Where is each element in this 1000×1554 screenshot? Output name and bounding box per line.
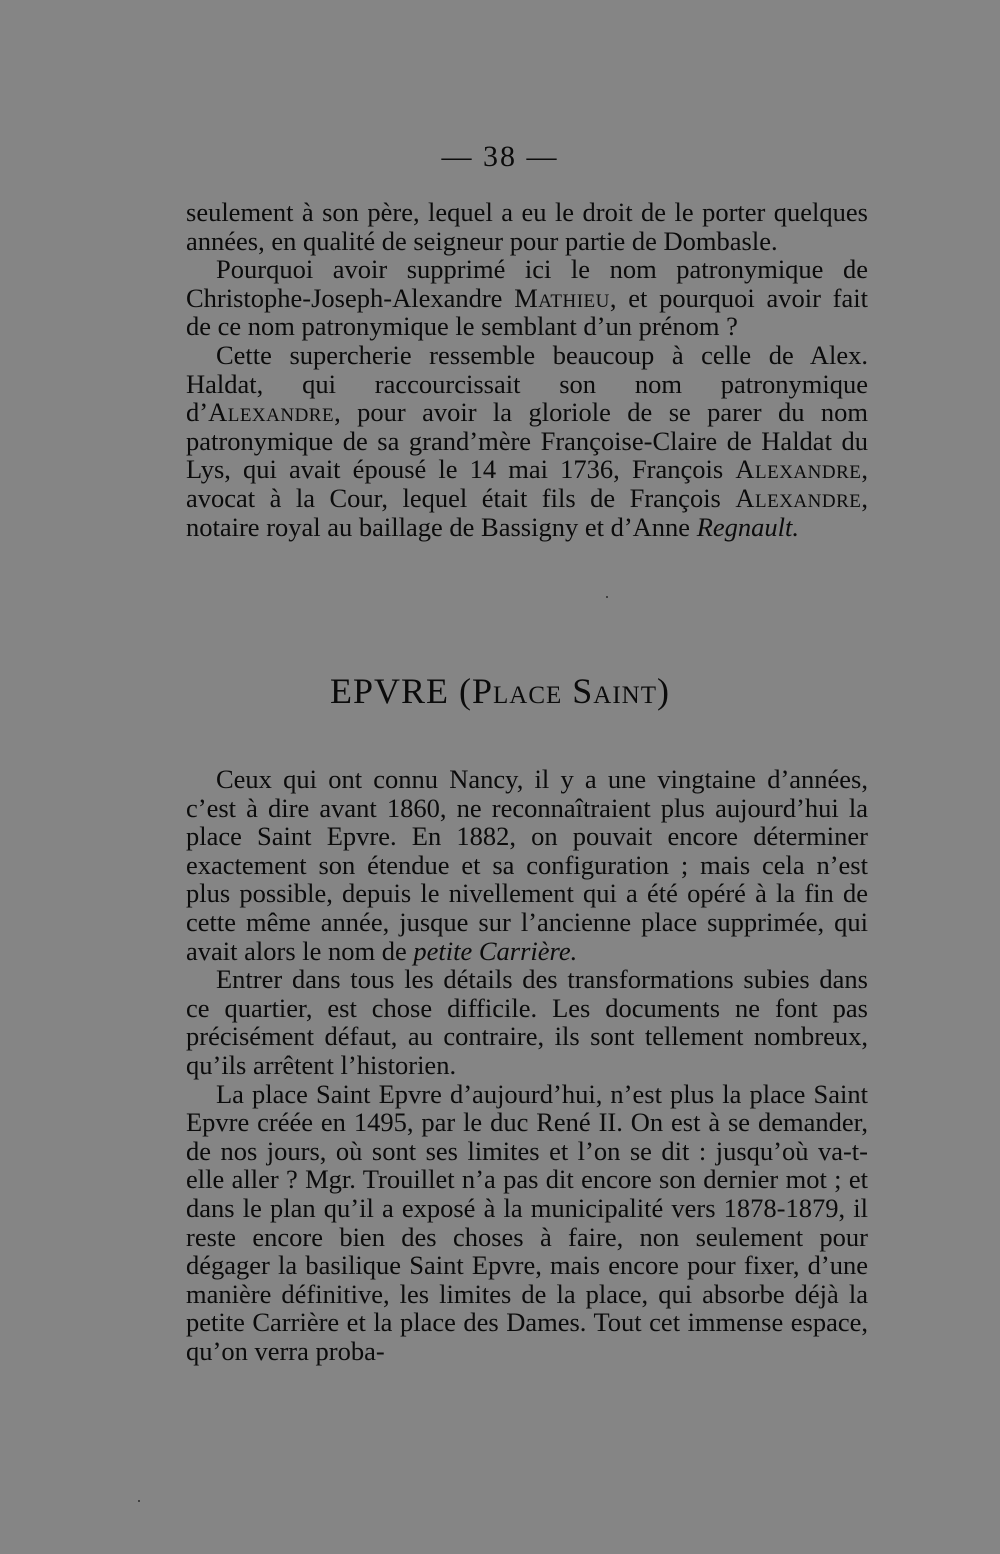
paragraph-text: Ceux qui ont connu Nancy, il y a une vingtaine d’années, c’est à dire avant 1860, ne reconnaîtraient plus aujourd’hui la place Saint Epvre. En 1882, on pouvait encore déterminer exactement son étendue et sa configuration ; mais cela n’est plus possible, depuis le nivellement qui a été opéré à la fin de cette même année, jusque sur l’ancienne place supprimée, qui avait alors le nom de [186,764,868,966]
paragraph-text: Pourquoi avoir supprimé ici le nom patronymique de Christophe-Joseph-Alexandre [186,254,868,313]
page-number: — 38 — [441,140,559,173]
paragraph-intro [186,765,868,965]
section-heading-sub: (Place Saint) [459,671,670,711]
print-speck [606,596,608,598]
paragraph-text: , notaire royal au baillage de Bassigny et d’Anne [186,482,868,542]
paragraph-text: Cette supercherie ressemble beaucoup à celle de Alex. Haldat, qui raccourcissait son nom patronymique d’ [186,339,868,428]
paragraph-place-saint-epvre: La place Saint Epvre d’aujourd’hui, n’est plus la place Saint Epvre créée en 1495, par le duc René II. On est à se demander, de nos jours, où sont ses limites et l’on se dit : jusqu’où va-t-elle aller ? Mgr. Trouillet n’a pas dit encore son dernier mot ; et dans le plan qu’il a exposé à la municipalité vers 1878-1879, il reste encore bien des choses à faire, non seulement pour dégager la basilique Saint Epvre, mais encore pour fixer, d’une manière définitive, les limites de la place, qui absorbe déjà la petite Carrière et la place des Dames. Tout cet immense espace, qu’on verra proba- [186,1078,868,1366]
paragraph-text: , avocat à la Cour, lequel était fils de François [186,454,868,513]
print-speck [138,1500,140,1502]
section-text-block [186,765,868,1365]
surname-regnault: Regnault. [696,511,800,542]
surname-mathieu: Mathieu [514,282,610,313]
continued-text-block [186,198,868,541]
surname-alexandre: Alexandre [735,482,862,513]
section-heading-main: EPVRE [329,671,449,711]
paragraph-details: Entrer dans tous les détails des transformations subies dans ce quartier, est chose difficile. Les documents ne font pas précisément défaut, au contraire, ils sont tellement nombreux, qu’ils arrêtent l’historien. [186,964,868,1080]
paragraph-text: , et pourquoi avoir fait de ce nom patronymique le semblant d’un prénom ? [186,282,868,342]
section-heading [0,670,1000,712]
paragraph-text: , pour avoir la gloriole de se parer du nom patronymique de sa grand’mère Françoise-Claire de Haldat du Lys, qui avait épousé le 14 mai 1736, François [186,397,868,485]
surname-alexandre: Alexandre [208,397,335,428]
paragraph-continuation: seulement à son père, lequel a eu le droit de le porter quelques années, en qualité de seigneur pour partie de Dombasle. [186,197,868,256]
paragraph-haldat [186,341,868,541]
paragraph-question [186,255,868,341]
surname-alexandre: Alexandre [735,454,862,485]
italic-petite-carriere: petite Carrière. [413,935,578,966]
